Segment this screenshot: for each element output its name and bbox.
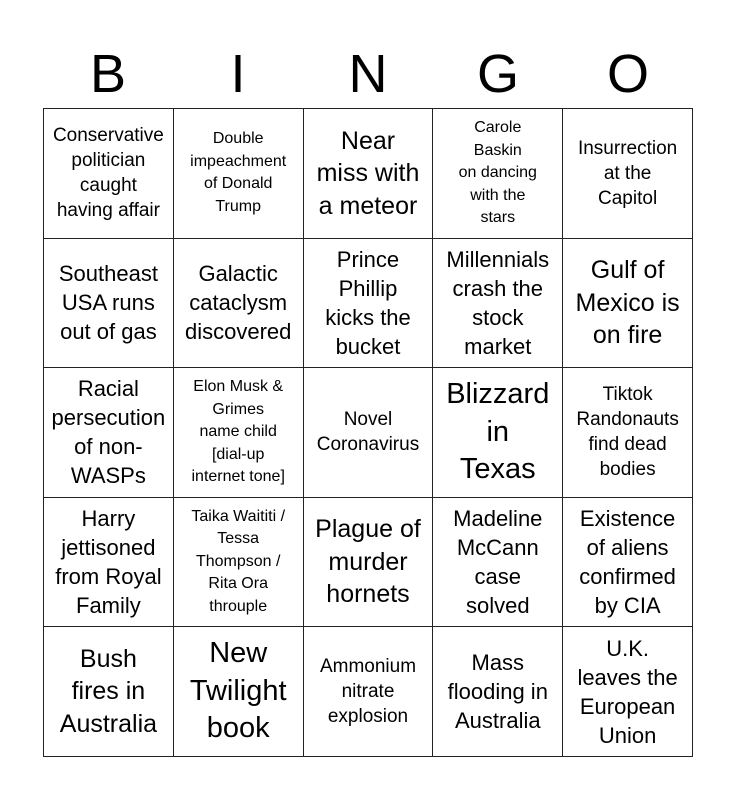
cell-text: Insurrection at the Capitol <box>577 137 678 209</box>
cell-text: Ammonium nitrate explosion <box>319 656 417 728</box>
bingo-cell[interactable] <box>433 109 563 239</box>
cell-text: Elon Musk & Grimes name child [dial-up internet tone] <box>191 378 285 486</box>
cell-text: Millennials crash the stock market <box>446 246 550 359</box>
bingo-cell[interactable] <box>563 109 693 239</box>
bingo-header <box>43 40 693 108</box>
cell-text: Bush fires in Australia <box>59 644 158 738</box>
bingo-cell[interactable] <box>44 239 174 369</box>
cell-text: Near miss with a meteor <box>316 126 420 220</box>
cell-text: Taika Waititi / Tessa Thompson / Rita Ora throuple <box>191 507 286 615</box>
cell-text: Racial persecution of non- WASPs <box>51 376 166 489</box>
cell-text: Southeast USA runs out of gas <box>58 261 158 345</box>
bingo-cell[interactable] <box>174 109 304 239</box>
bingo-cell[interactable] <box>44 109 174 239</box>
cell-text: Gulf of Mexico is on fire <box>575 256 680 350</box>
cell-text: Mass flooding in Australia <box>447 650 548 734</box>
cell-text: Blizzard in Texas <box>446 378 550 486</box>
bingo-cell[interactable] <box>174 498 304 628</box>
cell-text: U.K. leaves the European Union <box>577 635 678 748</box>
cell-text: Conservative politician caught having affair <box>52 125 164 222</box>
bingo-cell[interactable] <box>304 498 434 628</box>
bingo-cell[interactable] <box>304 239 434 369</box>
bingo-cell free-space[interactable] <box>433 368 563 498</box>
cell-text: Galactic cataclysm discovered <box>185 261 292 345</box>
cell-text: Double impeachment of Donald Trump <box>190 130 287 215</box>
bingo-cell[interactable] <box>304 368 434 498</box>
bingo-cell[interactable] <box>563 627 693 757</box>
cell-text: Madeline McCann case solved <box>453 506 543 619</box>
bingo-cell[interactable] <box>174 368 304 498</box>
bingo-cell[interactable] <box>44 498 174 628</box>
bingo-cell[interactable] <box>304 109 434 239</box>
bingo-cell[interactable] <box>433 239 563 369</box>
bingo-cell[interactable] <box>44 627 174 757</box>
bingo-cell[interactable] <box>174 627 304 757</box>
bingo-cell[interactable] <box>174 239 304 369</box>
cell-text: Carole Baskin on dancing with the stars <box>458 119 537 227</box>
bingo-cell[interactable] <box>563 239 693 369</box>
cell-text: Prince Phillip kicks the bucket <box>325 246 411 359</box>
header-letter-o: O <box>606 44 649 104</box>
bingo-board <box>43 108 693 757</box>
bingo-cell[interactable] <box>563 368 693 498</box>
cell-text: New Twilight book <box>189 637 287 745</box>
header-letter-g: G <box>476 44 519 104</box>
cell-text: Novel Coronavirus <box>316 409 420 456</box>
cell-text: Plague of murder hornets <box>315 515 421 609</box>
header-letter-b: B <box>89 44 127 104</box>
cell-text: Existence of aliens confirmed by CIA <box>579 506 676 619</box>
cell-text: Tiktok Randonauts find dead bodies <box>576 384 679 481</box>
header-letter-n: N <box>348 44 388 104</box>
bingo-cell[interactable] <box>44 368 174 498</box>
bingo-cell[interactable] <box>563 498 693 628</box>
bingo-cell[interactable] <box>433 498 563 628</box>
bingo-cell[interactable] <box>304 627 434 757</box>
bingo-cell[interactable] <box>433 627 563 757</box>
header-letter-i: I <box>230 44 246 104</box>
cell-text: Harry jettisoned from Royal Family <box>55 506 162 619</box>
